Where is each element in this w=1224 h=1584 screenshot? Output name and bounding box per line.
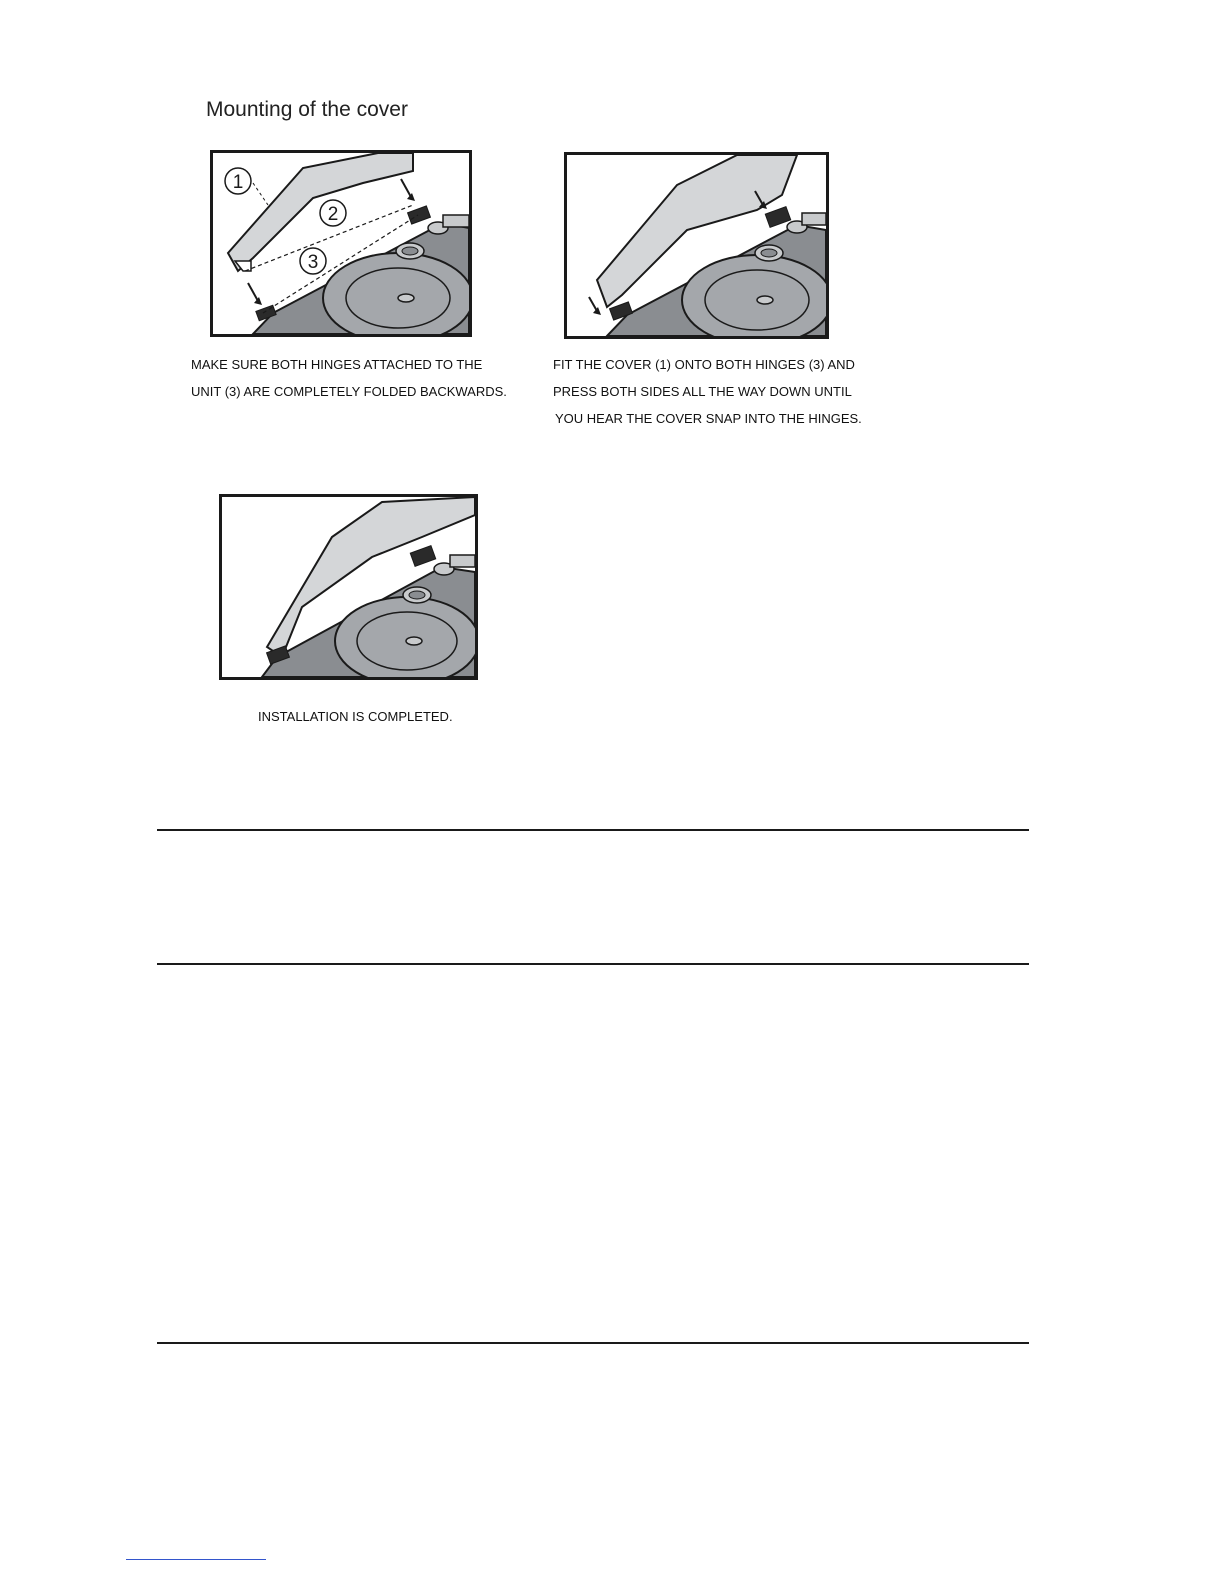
caption-line: FIT THE COVER (1) ONTO BOTH HINGES (3) AND — [553, 357, 855, 372]
figure-step-1 — [210, 150, 472, 337]
figure-step-2 — [564, 152, 829, 339]
caption-line: PRESS BOTH SIDES ALL THE WAY DOWN UNTIL — [553, 384, 852, 399]
turntable-illustration-completed — [222, 497, 475, 677]
figure-step-3 — [219, 494, 478, 680]
divider-line — [157, 963, 1029, 965]
caption-line: UNIT (3) ARE COMPLETELY FOLDED BACKWARDS. — [191, 384, 507, 399]
caption-line: MAKE SURE BOTH HINGES ATTACHED TO THE — [191, 357, 483, 372]
caption-step-3 — [258, 703, 453, 730]
caption-step-2 — [553, 351, 862, 432]
divider-line — [157, 829, 1029, 831]
divider-line — [157, 1342, 1029, 1344]
page-title: Mounting of the cover — [206, 98, 408, 121]
turntable-illustration-unmounted — [213, 153, 469, 334]
turntable-illustration-fitting — [567, 155, 826, 336]
callout-label-3: 3 — [307, 252, 319, 273]
callout-label-1: 1 — [232, 172, 244, 193]
caption-line: YOU HEAR THE COVER SNAP INTO THE HINGES. — [555, 411, 862, 426]
caption-step-1 — [191, 351, 507, 405]
footer-rule — [126, 1559, 266, 1560]
callout-label-2: 2 — [327, 204, 339, 225]
caption-line: INSTALLATION IS COMPLETED. — [258, 709, 453, 724]
